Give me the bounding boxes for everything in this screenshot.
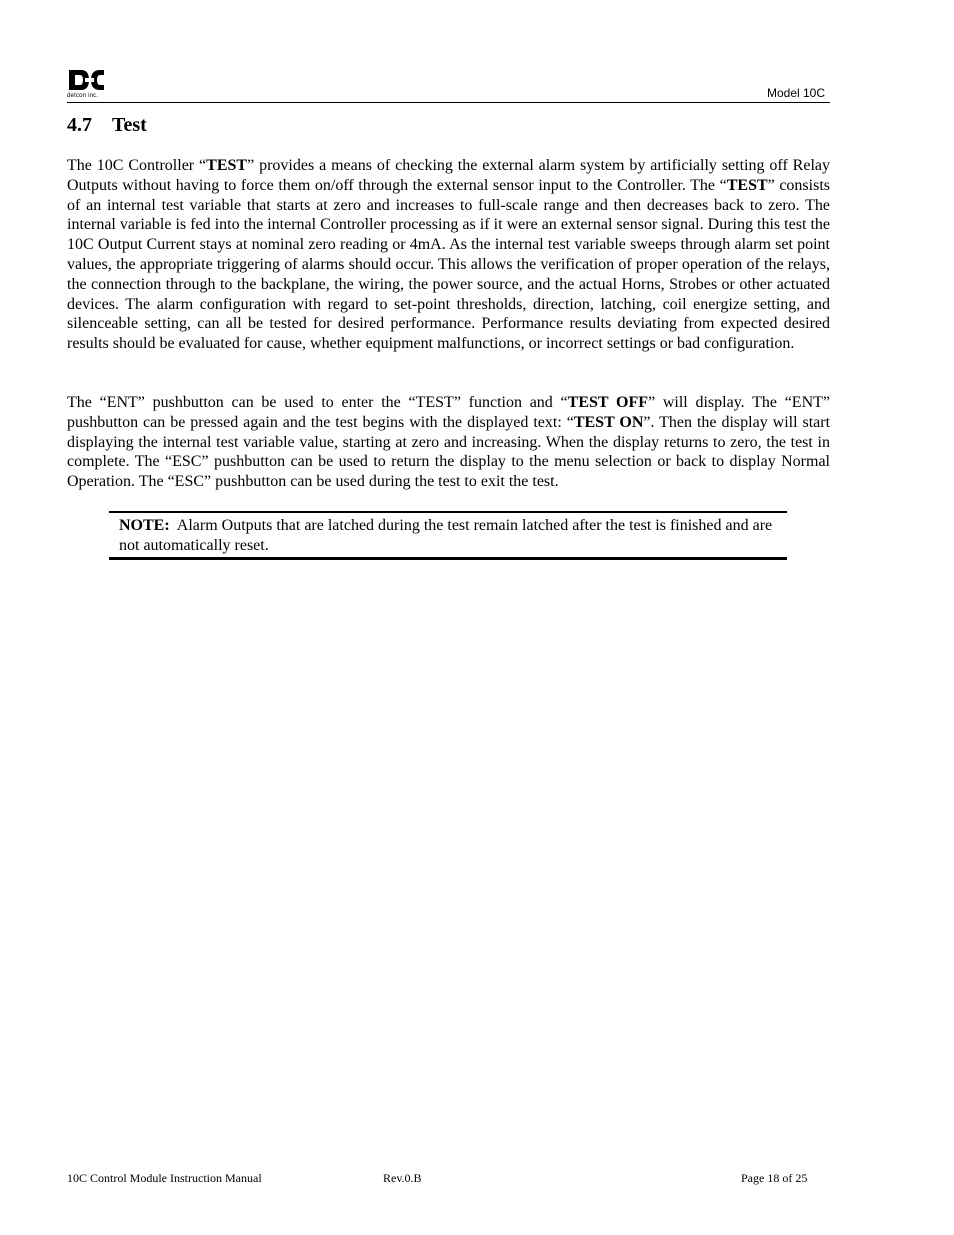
note-box — [109, 511, 787, 560]
bold-text: TEST ON — [573, 413, 644, 431]
paragraph-test-procedure — [67, 393, 830, 492]
section-title: Test — [112, 114, 147, 136]
note-text: Alarm Outputs that are latched during the test remain latched after the test is finished and are not automatically reset. — [119, 517, 777, 554]
text-run: The 10C Controller “ — [67, 157, 207, 174]
section-number: 4.7 — [67, 114, 92, 136]
bold-text: TEST OFF — [567, 394, 649, 411]
text-run: ” will display. The “ENT” pushbutton can be pressed again and the test begins with the displayed text: “ — [67, 394, 831, 431]
text-run: The “ENT” pushbutton can be used to enter the “TEST” function and “ — [67, 394, 568, 411]
bold-text: TEST — [206, 157, 248, 174]
paragraph-test-description — [67, 156, 830, 354]
page-header — [67, 68, 830, 103]
footer-revision: Rev.0.B — [383, 1171, 422, 1185]
bold-text: TEST — [726, 176, 768, 194]
note-label: NOTE: — [119, 517, 170, 534]
header-model: Model 10C — [766, 86, 825, 100]
logo-text: detcon inc. — [67, 93, 99, 99]
footer-page-number: Page 18 of 25 — [741, 1171, 808, 1185]
text-run: ”. Then the display will start displaying the internal test variable value, starting at zero and increasing. When the display returns to zero, the test in complete. The “ESC” pushbutton can be used to return the display to the menu selection or back to display Normal Operation. The “ESC” pushbutton can be used during the test to exit the test. — [67, 413, 831, 491]
text-run: ” provides a means of checking the external alarm system by artificially setting off Relay Outputs without having to force them on/off through the external sensor input to the Controller. The “ — [67, 157, 830, 194]
footer-manual-title: 10C Control Module Instruction Manual — [67, 1171, 262, 1185]
section-heading — [67, 113, 147, 137]
text-run: ” consists of an internal test variable that starts at zero and increases to full-scale range and then decreases back to zero. The internal variable is fed into the internal Controller processing as if it were an external sensor signal. During this test the 10C Output Current stays at nominal zero reading or 4mA. As the internal test variable sweeps through alarm set point values, the appropriate triggering of alarms should occur. This allows the verification of proper operation of the relays, the connection through to the backplane, the wiring, the power source, and the actual Horns, Strobes or other actuated devices. The alarm configuration with regard to set-point thresholds, direction, latching, coil energize setting, and silenceable setting, can all be tested for desired performance. Performance results deviating from expected desired results should be evaluated for cause, whether equipment malfunctions, or incorrect settings or bad configuration. — [67, 176, 830, 353]
